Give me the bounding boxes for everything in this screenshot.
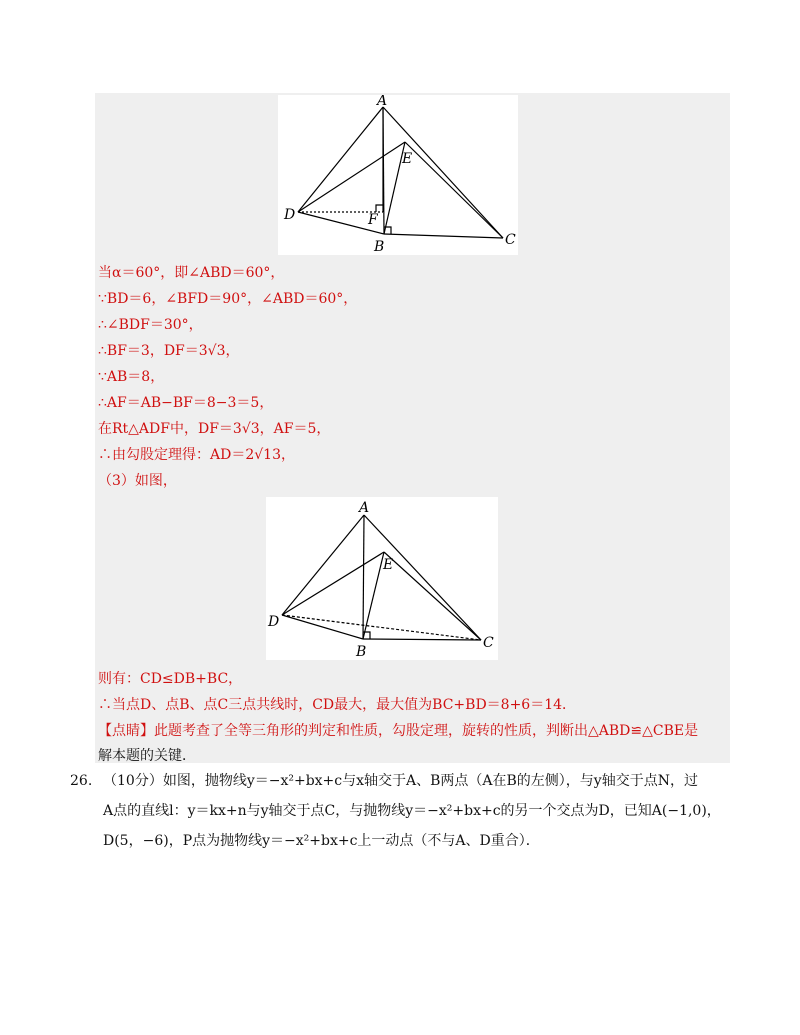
solution-line: 当α＝60°，即∠ABD＝60°， [98, 265, 285, 281]
label-d: D [268, 614, 280, 630]
solution-line: 【点睛】此题考查了全等三角形的判定和性质，勾股定理，旋转的性质，判断出△ABD≌△CBE是 [98, 723, 699, 739]
solution-line: ∴AF＝AB−BF＝8−3＝5， [98, 395, 274, 411]
figure-2 [266, 497, 498, 660]
figure-2-svg [266, 497, 498, 660]
label-f: F [368, 212, 378, 228]
solution-line: （3）如图， [98, 473, 177, 489]
question-line-1: （10分）如图，抛物线y＝−x²+bx+c与x轴交于A、B两点（A在B的左侧），与y轴交于点N，过 [103, 773, 698, 789]
label-a: A [377, 95, 388, 109]
solution-line: ∵AB＝8， [98, 369, 165, 385]
solution-line: 在Rt△ADF中，DF＝3√3，AF＝5， [98, 421, 331, 437]
solution-line: 解本题的关键． [98, 748, 196, 764]
solution-line: ∴当点D、点B、点C三点共线时，CD最大，最大值为BC+BD＝8+6＝14． [98, 697, 577, 713]
label-c: C [505, 232, 516, 248]
label-b: B [356, 644, 367, 660]
label-e: E [383, 557, 394, 573]
question-line-3: D(5，−6)，P点为抛物线y＝−x²+bx+c上一动点（不与A、D重合）． [103, 833, 540, 849]
label-c: C [483, 635, 494, 651]
question-line-2: A点的直线l：y＝kx+n与y轴交于点C，与抛物线y＝−x²+bx+c的另一个交点为D，已知A(−1,0)， [103, 803, 721, 819]
label-e: E [402, 151, 413, 167]
solution-line: ∴∠BDF＝30°， [98, 317, 203, 333]
question-number: 26. [70, 773, 93, 789]
label-b: B [374, 239, 385, 255]
label-d: D [284, 207, 296, 223]
figure-1-svg [278, 95, 518, 255]
solution-line: ∵BD＝6，∠BFD＝90°，∠ABD＝60°， [98, 291, 358, 307]
figure-1 [278, 95, 518, 255]
label-a: A [359, 500, 370, 516]
solution-line: ∴BF＝3，DF＝3√3， [98, 343, 240, 359]
solution-line: ∴由勾股定理得：AD＝2√13， [98, 447, 295, 463]
solution-line: 则有：CD≤DB+BC， [98, 671, 243, 687]
